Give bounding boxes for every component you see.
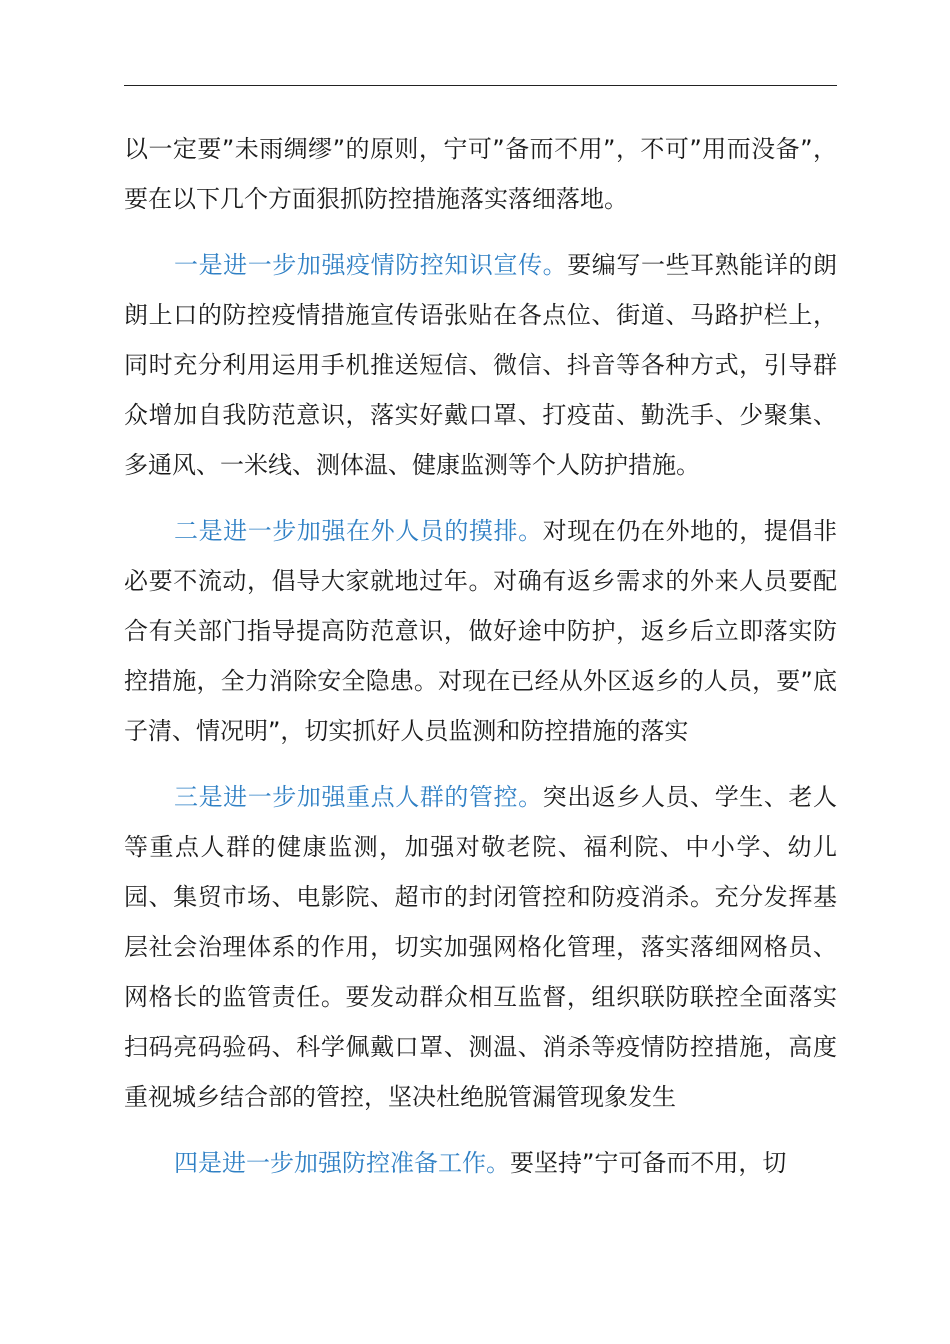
paragraph-heading: 三是进一步加强重点人群的管控。 bbox=[174, 783, 543, 811]
paragraph-point-4 bbox=[124, 1138, 837, 1188]
paragraph-text: 要坚持”宁可备而不用，切 bbox=[510, 1149, 787, 1177]
paragraph-heading: 四是进一步加强防控准备工作。 bbox=[174, 1149, 510, 1177]
paragraph-heading: 一是进一步加强疫情防控知识宣传。 bbox=[174, 251, 568, 279]
paragraph-point-3 bbox=[124, 772, 837, 1122]
paragraph-text: 以一定要”未雨绸缪”的原则，宁可”备而不用”，不可”用而没备”，要在以下几个方面狠抓防控措施落实落细落地。 bbox=[124, 135, 837, 213]
paragraph-point-2 bbox=[124, 506, 837, 756]
header-divider bbox=[124, 85, 837, 86]
paragraph-text: 对现在仍在外地的，提倡非必要不流动，倡导大家就地过年。对确有返乡需求的外来人员要配合有关部门指导提高防范意识，做好途中防护，返乡后立即落实防控措施，全力消除安全隐患。对现在已经从外区返乡的人员，要”底子清、情况明”，切实抓好人员监测和防控措施的落实 bbox=[124, 517, 838, 745]
paragraph-heading: 二是进一步加强在外人员的摸排。 bbox=[174, 517, 543, 545]
document-body bbox=[124, 124, 837, 1204]
paragraph-point-1 bbox=[124, 240, 837, 490]
paragraph-text: 要编写一些耳熟能详的朗朗上口的防控疫情措施宣传语张贴在各点位、街道、马路护栏上，同时充分利用运用手机推送短信、微信、抖音等各种方式，引导群众增加自我防范意识，落实好戴口罩、打疫苗、勤洗手、少聚集、多通风、一米线、测体温、健康监测等个人防护措施。 bbox=[124, 251, 838, 479]
paragraph-text: 突出返乡人员、学生、老人等重点人群的健康监测，加强对敬老院、福利院、中小学、幼儿园、集贸市场、电影院、超市的封闭管控和防疫消杀。充分发挥基层社会治理体系的作用，切实加强网格化管理，落实落细网格员、网格长的监管责任。要发动群众相互监督，组织联防联控全面落实扫码亮码验码、科学佩戴口罩、测温、消杀等疫情防控措施，高度重视城乡结合部的管控，坚决杜绝脱管漏管现象发生 bbox=[124, 783, 838, 1111]
paragraph-intro bbox=[124, 124, 837, 224]
